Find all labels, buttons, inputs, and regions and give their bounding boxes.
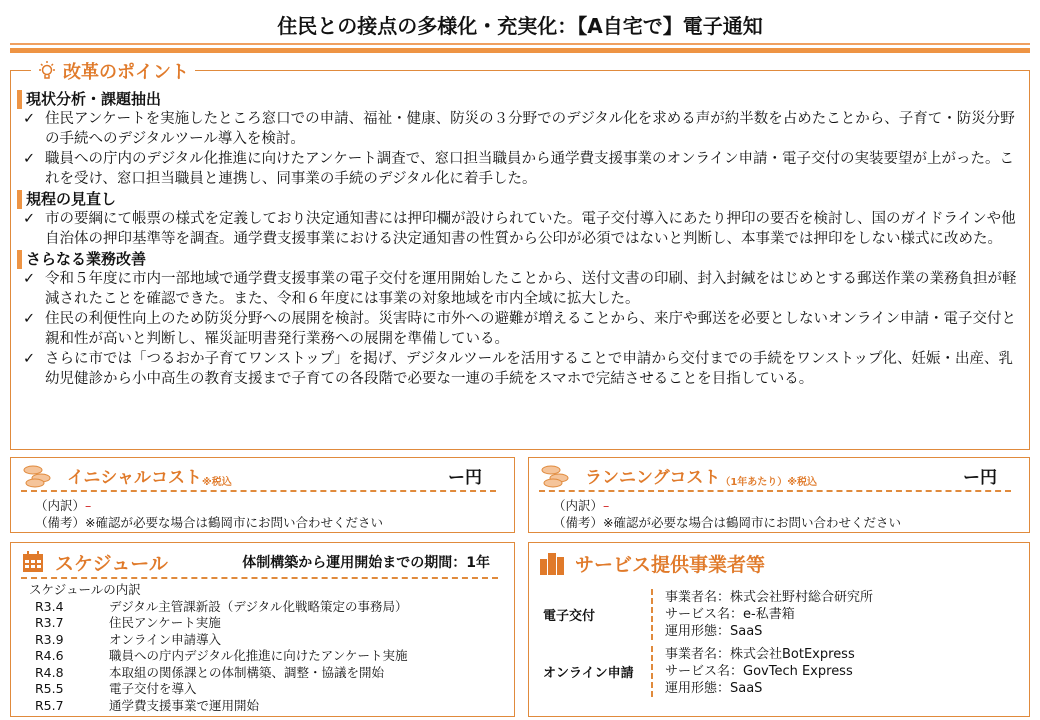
schedule-row [21,599,504,616]
check-icon: ✓ [23,271,36,287]
vendor-row [539,589,1019,640]
bullet-item [17,349,1021,389]
vendors-panel [528,542,1030,717]
initial-cost-panel [10,457,515,533]
bullet-item [17,269,1021,309]
bullet-item [17,309,1021,349]
divider [10,48,1030,53]
running-cost-panel [528,457,1030,533]
schedule-date: R5.7 [35,697,64,713]
schedule-date: R3.4 [35,598,64,614]
schedule-row [21,632,504,649]
schedule-text: 職員への庁内デジタル化推進に向けたアンケート実施 [109,648,408,663]
vendor-detail: サービス名：e-私書箱 [665,607,795,622]
remarks-value: ※確認が必要な場合は鶴岡市にお問い合わせください [85,515,383,530]
page-title: 住民との接点の多様化・充実化：【A自宅で】電子通知 [277,14,763,38]
reform-points-panel [10,62,1030,450]
initial-cost-title: イニシャルコスト [67,468,202,488]
schedule-row [21,698,504,715]
schedule-date: R4.6 [35,648,64,663]
reform-points-header [31,58,195,84]
schedule-row [21,615,504,632]
schedule-text: 住民アンケート実施 [109,615,221,630]
vendor-category: 電子交付 [543,609,596,624]
tax-note: ※税込 [787,477,818,488]
divider [10,43,1030,45]
reform-points-title: 改革のポイント [63,62,189,83]
breakdown-label: （内訳） [35,498,86,513]
schedule-period: 体制構築から運用開始までの期間：1年 [242,555,490,571]
schedule-text: オンライン申請導入 [109,631,222,647]
bullet-item [17,149,1021,189]
check-icon: ✓ [23,311,36,327]
check-icon: ✓ [23,151,36,167]
section-heading: 規程の見直し [17,190,1021,209]
bullet-item [17,209,1021,249]
schedule-text: 通学費支援事業で運用開始 [109,697,260,713]
schedule-row [21,665,504,682]
schedule-text: 本取組の関係課との体制構築、調整・協議を開始 [109,664,385,680]
schedule-date: R5.5 [35,681,64,696]
bullet-text: 住民アンケートを実施したところ窓口での申請、福祉・健康、防災の３分野でのデジタル化を求める声が約半数を占めたことから、子育て・防災分野の手続へのデジタルツール導入を検討。 [45,111,1015,147]
check-icon: ✓ [23,111,36,127]
bullet-text: 職員への庁内のデジタル化推進に向けたアンケート調査で、窓口担当職員から通学費支援事業のオンライン申請・電子交付の実装要望が上がった。これを受け、窓口担当職員と連携し、同事業の手続のデジタル化に着手した。 [45,151,1015,187]
coins-icon [21,464,53,488]
vendor-detail: 事業者名：株式会社BotExpress [665,647,855,662]
section-heading: 現状分析・課題抽出 [17,90,1021,109]
running-cost-value: ー円 [963,468,997,488]
vendor-detail: 運用形態：SaaS [665,624,763,639]
buildings-icon [539,551,565,575]
schedule-text: 電子交付を導入 [109,681,197,696]
vendor-row [539,646,1019,697]
bullet-text: 令和５年度に市内一部地域で通学費支援事業の電子交付を運用開始したことから、送付文書の印刷、封入封緘をはじめとする郵送作業の業務負担が軽減されたことを確認できた。また、令和６年度には事業の対象地域を市内全域に拡大した。 [45,271,1017,307]
schedule-title: スケジュール [55,552,168,575]
breakdown-value: – [85,498,92,513]
schedule-text: デジタル主管課新設（デジタル化戦略策定の事務局） [109,598,408,614]
vendor-detail: サービス名：GovTech Express [665,664,853,679]
check-icon: ✓ [23,211,36,227]
tax-note: ※税込 [201,477,232,488]
vendor-detail: 事業者名：株式会社野村総合研究所 [665,590,874,605]
schedule-panel [10,542,515,717]
check-icon: ✓ [23,351,36,367]
schedule-date: R3.9 [35,631,64,647]
initial-cost-value: ー円 [448,468,482,488]
coins-icon [539,464,571,488]
bullet-text: 市の要綱にて帳票の様式を定義しており決定通知書には押印欄が設けられていた。電子交付導入にあたり押印の要否を検討し、国のガイドラインや他自治体の押印基準等を調査。通学費支援事業における決定通知書の性質から公印が必須ではないと判断し、本事業では押印をしない様式に改めた。 [45,211,1016,247]
schedule-row [21,648,504,665]
bullet-item [17,109,1021,149]
vendor-category: オンライン申請 [543,666,634,681]
lightbulb-icon [37,60,57,82]
bullet-text: 住民の利便性向上のため防災分野への展開を検討。災害時に市外への避難が増えることから、来庁や郵送を必要としないオンライン申請・電子交付と親和性が高いと判断し、罹災証明書発行業務への展開を準備している。 [45,311,1017,347]
breakdown-label: （内訳） [553,498,604,513]
schedule-subtitle: スケジュールの内訳 [29,582,141,597]
calendar-icon [21,550,45,574]
vendors-title: サービス提供事業者等 [575,553,766,576]
running-cost-title: ランニングコスト [585,468,721,488]
section-heading: さらなる業務改善 [17,250,1021,269]
bullet-text: さらに市では「つるおか子育てワンストップ」を掲げ、デジタルツールを活用することで申請から交付までの手続をワンストップ化、妊娠・出産、乳幼児健診から小中高生の教育支援まで子育ての各段階で必要な一連の手続をスマホで完結させることを目指している。 [45,351,1014,387]
breakdown-value: – [603,498,610,513]
remarks-label: （備考） [35,515,86,530]
per-year-note: （1年あたり） [720,477,788,488]
schedule-row [21,681,504,698]
remarks-value: ※確認が必要な場合は鶴岡市にお問い合わせください [603,515,901,530]
remarks-label: （備考） [553,515,604,530]
vendor-detail: 運用形態：SaaS [665,681,763,696]
schedule-date: R3.7 [35,615,64,630]
schedule-date: R4.8 [35,664,64,680]
